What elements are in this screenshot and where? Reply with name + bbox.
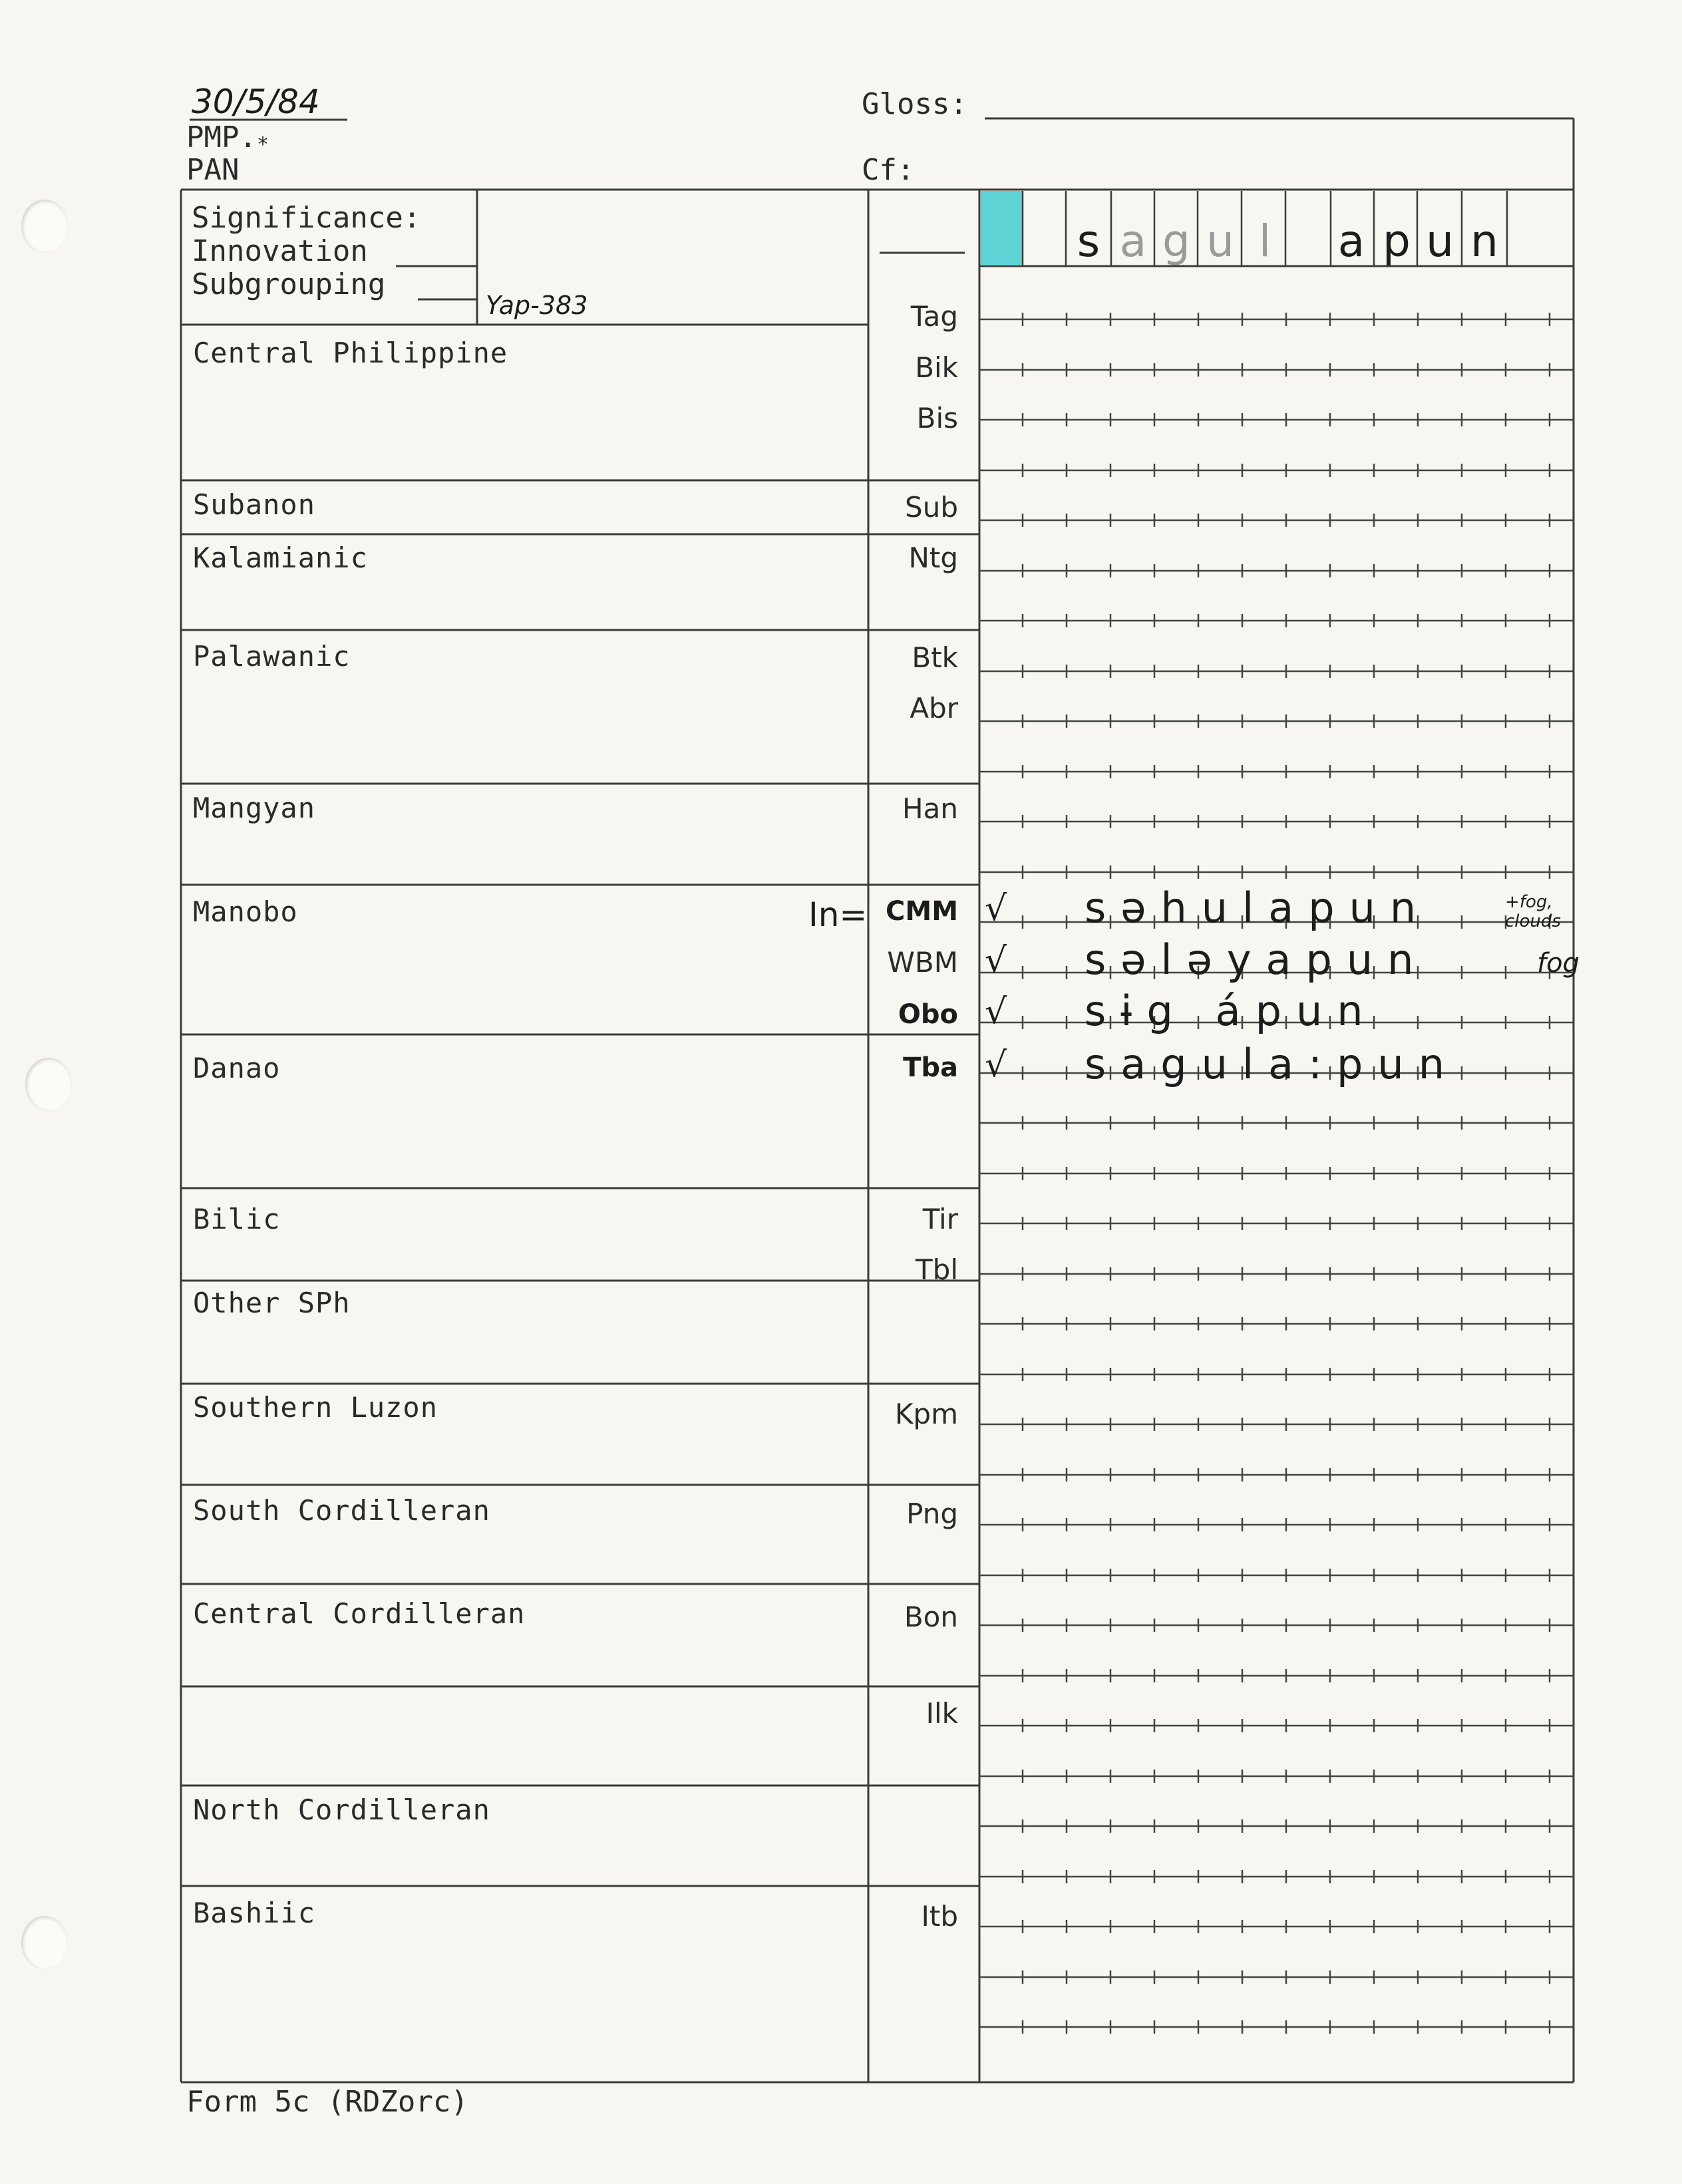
language-code: Tir (922, 1203, 958, 1235)
cognate-form: sɨg ápun (1085, 987, 1378, 1035)
reconstruction-letter: a (1337, 216, 1365, 267)
language-code: Han (902, 792, 958, 825)
subgroup-label: Danao (193, 1052, 281, 1084)
subgroup-label: Other SPh (193, 1287, 351, 1319)
check-mark: √ (985, 889, 1007, 929)
subgroup-label: South Cordilleran (193, 1494, 490, 1527)
date-handwritten: 30/5/84 (192, 82, 320, 121)
subgroup-label: Subanon (193, 488, 316, 521)
manobo-prefix-handwritten: In= (808, 895, 868, 934)
reconstruction-letter: l (1258, 216, 1271, 267)
gloss-label: Gloss: (862, 87, 967, 121)
pmp-label (186, 120, 269, 156)
pmp-asterisk: * (256, 133, 269, 156)
language-code: Tag (910, 300, 958, 333)
reconstruction-letter: p (1383, 216, 1411, 267)
cf-label: Cf: (862, 153, 915, 187)
subgroup-label: Central Cordilleran (193, 1597, 526, 1630)
reconstruction-letter: u (1426, 216, 1454, 267)
subgroup-label: Central Philippine (193, 337, 508, 369)
cognate-gloss: +fog, clouds (1505, 892, 1561, 931)
subgroup-label: Southern Luzon (193, 1391, 438, 1424)
cognate-form: sagula:pun (1085, 1040, 1459, 1088)
language-code: WBM (887, 946, 958, 979)
reconstruction-letter: g (1162, 216, 1190, 267)
subgroup-label: Bilic (193, 1203, 281, 1235)
highlight-cell (981, 191, 1022, 265)
subgrouping-label: Subgrouping (192, 267, 386, 301)
language-code: Kpm (894, 1398, 958, 1430)
language-code: Btk (912, 641, 958, 674)
language-code: Ilk (925, 1697, 958, 1730)
subgroup-label: Manobo (193, 895, 298, 928)
reconstruction-letter: n (1470, 216, 1498, 267)
language-code: Itb (921, 1900, 958, 1933)
language-code: Ntg (908, 542, 958, 574)
subgroup-label: North Cordilleran (193, 1794, 490, 1826)
language-code: CMM (886, 896, 958, 927)
language-code: Abr (910, 692, 958, 724)
form-footer: Form 5c (RDZorc) (186, 2085, 468, 2119)
reconstruction-letter: a (1119, 216, 1147, 267)
check-mark: √ (985, 941, 1007, 981)
subgroup-label: Kalamianic (193, 542, 368, 574)
innovation-label: Innovation (192, 234, 368, 268)
significance-label: Significance: (192, 201, 421, 235)
reconstruction-letter: u (1206, 216, 1234, 267)
language-code: Bik (915, 351, 958, 384)
reference-handwritten: Yap-383 (486, 291, 588, 320)
language-code: Obo (898, 999, 958, 1030)
language-code: Bon (904, 1601, 958, 1633)
subgroup-label: Palawanic (193, 640, 351, 673)
reconstruction-letter: s (1077, 216, 1100, 267)
cognate-form: səhulapun (1085, 883, 1431, 932)
language-code: Bis (916, 402, 958, 434)
check-mark: √ (985, 992, 1007, 1032)
language-code: Tbl (916, 1253, 958, 1286)
language-code: Png (906, 1497, 958, 1530)
pan-label: PAN (186, 153, 240, 187)
subgroup-label: Mangyan (193, 792, 316, 824)
cognate-form: sələyapun (1085, 935, 1429, 984)
check-mark: √ (985, 1045, 1007, 1085)
cognate-gloss: fog (1537, 948, 1580, 979)
language-code: Tba (903, 1052, 958, 1083)
subgroup-label: Bashiic (193, 1897, 316, 1929)
pmp-text: PMP. (186, 120, 257, 154)
language-code: Sub (905, 491, 958, 524)
